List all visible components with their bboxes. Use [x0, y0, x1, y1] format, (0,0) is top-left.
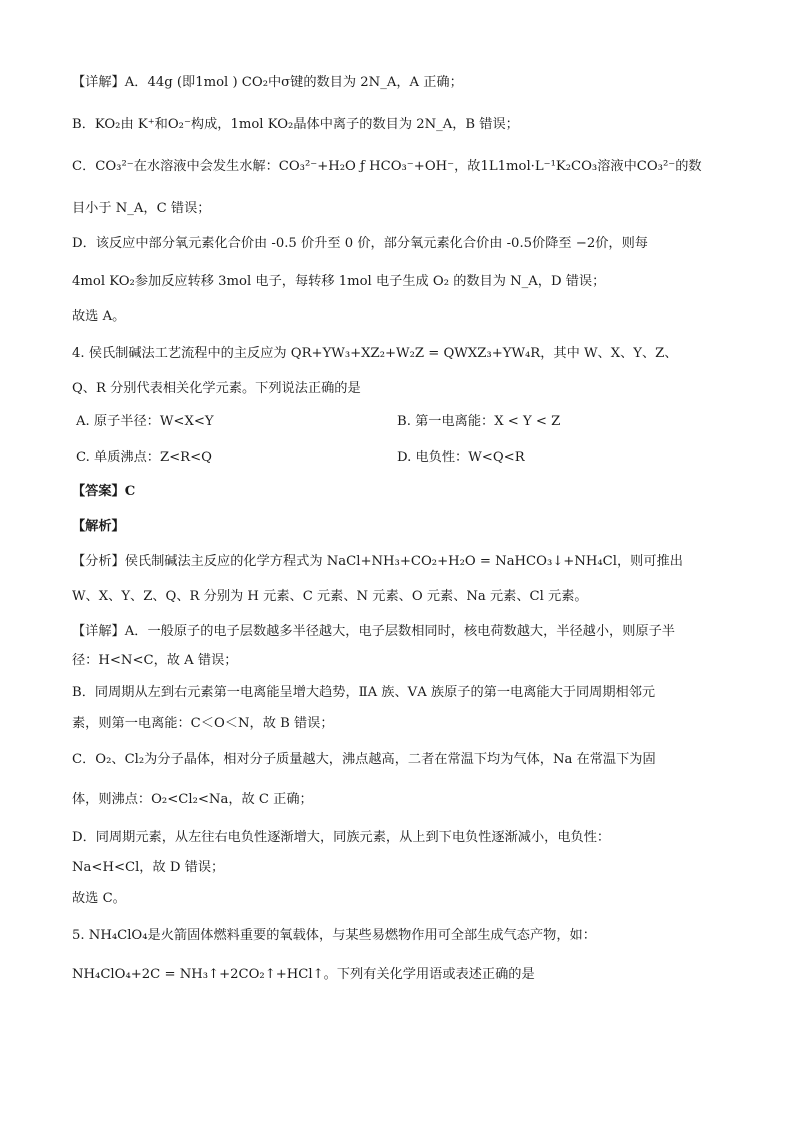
analysis-label: 【解析】: [72, 519, 125, 534]
text-line: B．KO₂由 K⁺和O₂⁻构成，1mol KO₂晶体中离子的数目为 2N_A，B 错误；: [72, 117, 519, 132]
text-line: 【详解】A．一般原子的电子层数越多半径越大，电子层数相同时，核电荷数越大，半径越小，则原子半: [72, 624, 675, 639]
text-line: 目小于 N_A，C 错误；: [72, 201, 211, 216]
text-line: 体，则沸点：O₂<Cl₂<Na，故 C 正确；: [72, 792, 313, 807]
text-line: Q、R 分别代表相关化学元素。下列说法正确的是: [72, 381, 361, 396]
answer-line: 【答案】C: [72, 484, 136, 499]
text-line: 【分析】侯氏制碱法主反应的化学方程式为 NaCl+NH₃+CO₂+H₂O = NaHCO₃↓+NH₄Cl，则可推出: [72, 554, 683, 569]
text-line: NH₄ClO₄+2C = NH₃↑+2CO₂↑+HCl↑。下列有关化学用语或表述正确的是: [72, 967, 535, 982]
option-left: A. 原子半径：W<X<Y: [76, 414, 214, 429]
text-line: B．同周期从左到右元素第一电离能呈增大趋势，ⅡA 族、ⅤA 族原子的第一电离能大于同周期相邻元: [72, 685, 656, 700]
text-line: 5. NH₄ClO₄是火箭固体燃料重要的氧载体，与某些易燃物作用可全部生成气态产物，如：: [72, 928, 596, 943]
text-line: D．同周期元素，从左往右电负性逐渐增大，同族元素，从上到下电负性逐渐减小，电负性：: [72, 830, 611, 845]
text-line: 4. 侯氏制碱法工艺流程中的主反应为 QR+YW₃+XZ₂+W₂Z = QWXZ₃+YW₄R，其中 W、X、Y、Z、: [72, 346, 678, 361]
text-line: W、X、Y、Z、Q、R 分别为 H 元素、C 元素、N 元素、O 元素、Na 元素、Cl 元素。: [72, 589, 588, 604]
option-left: C. 单质沸点：Z<R<Q: [76, 450, 212, 465]
text-line: Na<H<Cl，故 D 错误；: [72, 860, 225, 875]
text-line: 故选 A。: [72, 309, 126, 324]
text-line: 径：H<N<C，故 A 错误；: [72, 653, 238, 668]
option-right: D. 电负性：W<Q<R: [397, 450, 525, 465]
text-line: D．该反应中部分氧元素化合价由 -0.5 价升至 0 价，部分氧元素化合价由 -0.5价降至 −2价，则每: [72, 236, 648, 251]
text-line: 素，则第一电离能：C＜O＜N，故 B 错误；: [72, 716, 334, 731]
option-right: B. 第一电离能：X < Y < Z: [397, 414, 561, 429]
text-line: 【详解】A．44g (即1mol ) CO₂中σ键的数目为 2N_A，A 正确；: [72, 75, 463, 90]
text-line: 4mol KO₂参加反应转移 3mol 电子，每转移 1mol 电子生成 O₂ 的数目为 N_A，D 错误；: [72, 274, 606, 289]
text-line: C．O₂、Cl₂为分子晶体，相对分子质量越大，沸点越高，二者在常温下均为气体，Na 在常温下为固: [72, 752, 656, 767]
text-line: 故选 C。: [72, 891, 126, 906]
text-line: C．CO₃²⁻在水溶液中会发生水解：CO₃²⁻+H₂O ƒ HCO₃⁻+OH⁻，故1L1mol·L⁻¹K₂CO₃溶液中CO₃²⁻的数: [72, 159, 702, 174]
